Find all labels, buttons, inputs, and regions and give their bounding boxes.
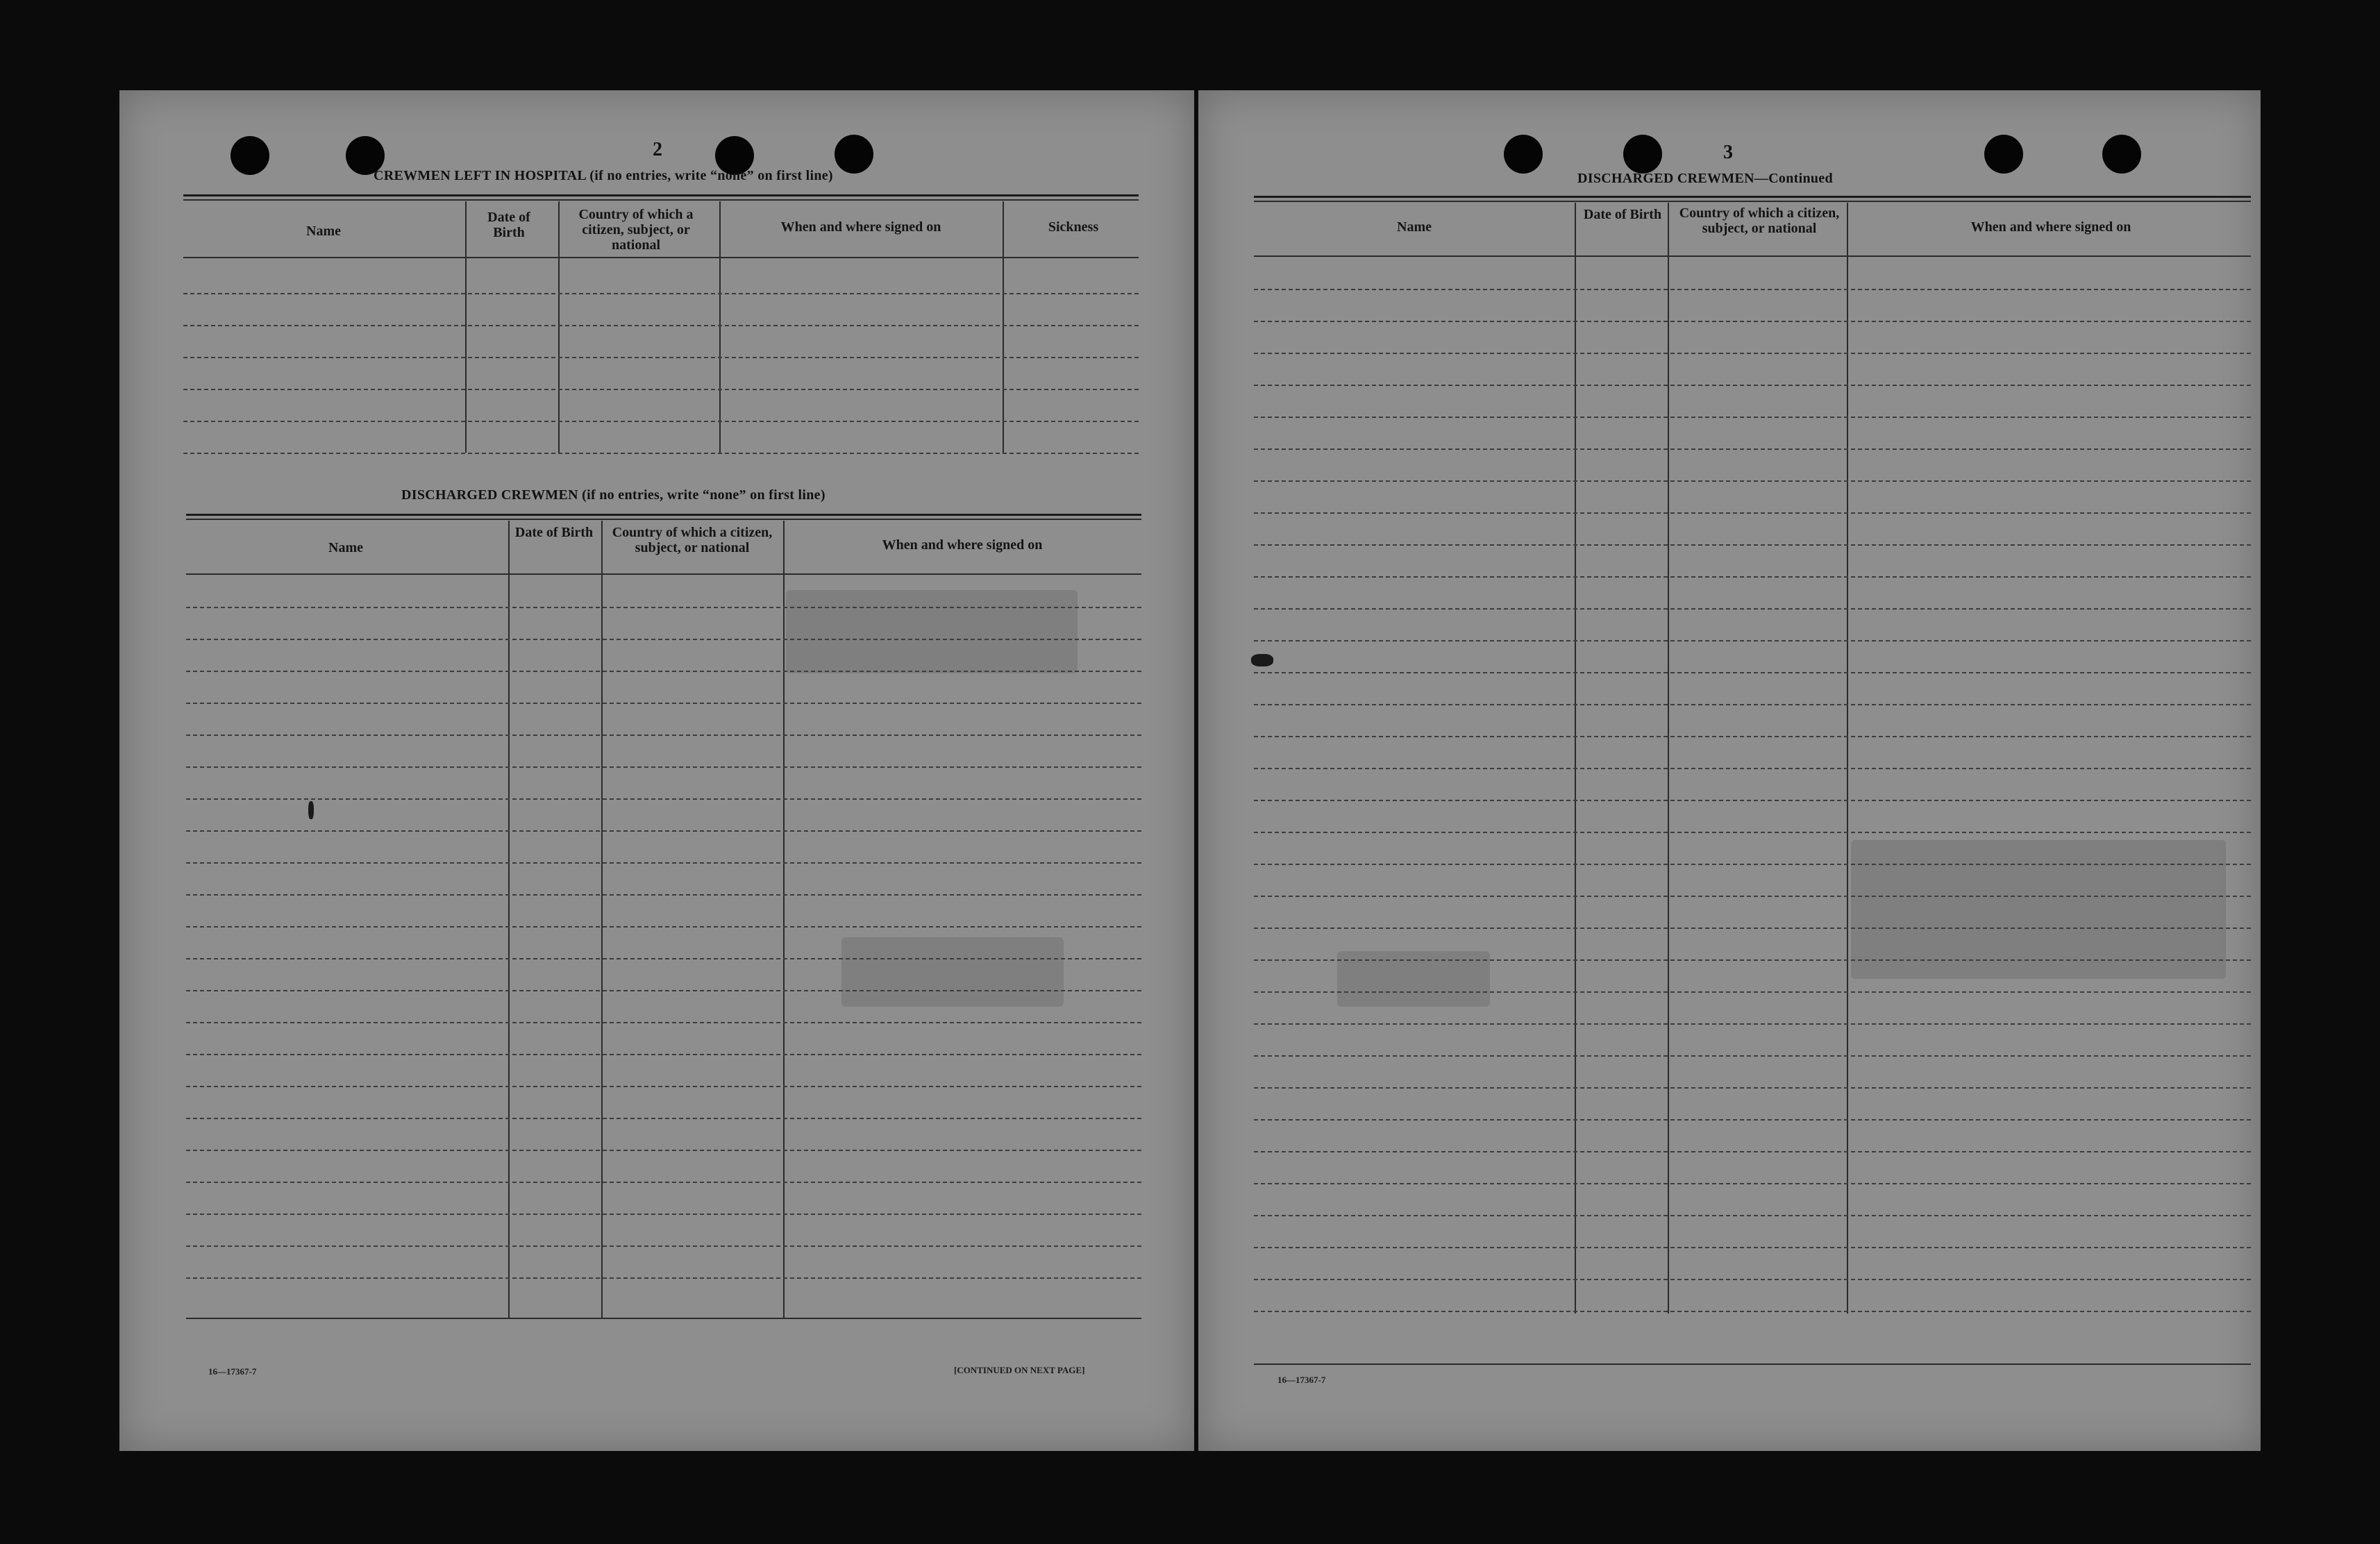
entry-line bbox=[1254, 1151, 2251, 1152]
entry-line bbox=[1254, 736, 2251, 737]
entry-line bbox=[186, 1054, 1141, 1055]
entry-line bbox=[186, 862, 1141, 864]
entry-line bbox=[186, 798, 1141, 800]
table-top-rule bbox=[1254, 201, 2251, 202]
col-header-country: Country of which a citizen, subject, or national bbox=[1679, 205, 1840, 236]
entry-line bbox=[1254, 480, 2251, 482]
punch-hole bbox=[231, 136, 269, 175]
col-header-signed-on: When and where signed on bbox=[780, 219, 941, 235]
col-header-country: Country of which a citizen, subject, or national bbox=[612, 525, 773, 555]
col-header-sickness: Sickness bbox=[1048, 219, 1099, 235]
entry-line bbox=[183, 453, 1139, 454]
entry-line bbox=[1254, 353, 2251, 354]
entry-line bbox=[1254, 1119, 2251, 1121]
entry-line bbox=[1254, 1087, 2251, 1089]
entry-line bbox=[1254, 512, 2251, 514]
entry-line bbox=[1254, 1023, 2251, 1025]
entry-line bbox=[1254, 768, 2251, 769]
entry-line bbox=[1254, 417, 2251, 418]
entry-line bbox=[1254, 608, 2251, 610]
entry-line bbox=[186, 1022, 1141, 1023]
entry-line bbox=[1254, 1311, 2251, 1312]
entry-line bbox=[186, 1086, 1141, 1087]
entry-line bbox=[186, 1245, 1141, 1247]
col-header-name: Name bbox=[328, 540, 363, 555]
table-top-rule bbox=[186, 519, 1141, 520]
entry-line bbox=[186, 735, 1141, 736]
col-header-name: Name bbox=[306, 224, 341, 239]
column-divider bbox=[783, 521, 785, 1319]
table-top-rule bbox=[183, 194, 1139, 196]
entry-line bbox=[186, 1214, 1141, 1215]
col-header-dob: Date of Birth bbox=[1583, 207, 1662, 222]
column-divider bbox=[508, 521, 510, 1319]
col-header-dob: Date of Birth bbox=[514, 525, 594, 540]
header-underline bbox=[1254, 255, 2251, 257]
faint-bleedthrough bbox=[1851, 840, 2226, 979]
entry-line bbox=[186, 703, 1141, 704]
entry-line bbox=[1254, 321, 2251, 322]
column-divider bbox=[601, 521, 603, 1319]
entry-line bbox=[183, 293, 1139, 294]
punch-hole bbox=[2102, 135, 2141, 174]
entry-line bbox=[186, 1277, 1141, 1279]
discharged-section-title: DISCHARGED CREWMEN (if no entries, write “none” on first line) bbox=[401, 487, 826, 503]
entry-line bbox=[183, 421, 1139, 422]
table-top-rule bbox=[183, 199, 1139, 201]
table-top-rule bbox=[186, 514, 1141, 516]
entry-line bbox=[186, 1150, 1141, 1151]
col-header-name: Name bbox=[1397, 219, 1432, 235]
faint-bleedthrough bbox=[841, 937, 1064, 1007]
entry-line bbox=[1254, 385, 2251, 386]
left-page bbox=[119, 90, 1194, 1451]
entry-line bbox=[186, 894, 1141, 896]
right-page bbox=[1198, 90, 2261, 1451]
hospital-section-title: CREWMEN LEFT IN HOSPITAL (if no entries, write “none” on first line) bbox=[374, 168, 833, 183]
column-divider bbox=[465, 201, 467, 453]
entry-line bbox=[1254, 1215, 2251, 1216]
entry-line bbox=[1254, 1055, 2251, 1057]
col-header-signed-on: When and where signed on bbox=[1970, 219, 2131, 235]
column-divider bbox=[1575, 203, 1576, 1314]
faint-bleedthrough bbox=[786, 590, 1078, 673]
entry-line bbox=[183, 389, 1139, 390]
entry-line bbox=[186, 1182, 1141, 1183]
entry-line bbox=[1254, 1183, 2251, 1184]
faint-bleedthrough bbox=[1337, 951, 1490, 1007]
header-underline bbox=[186, 573, 1141, 575]
entry-line bbox=[183, 325, 1139, 326]
entry-line bbox=[1254, 800, 2251, 801]
entry-line bbox=[1254, 1247, 2251, 1248]
col-header-signed-on: When and where signed on bbox=[882, 537, 1043, 553]
col-header-country: Country of which a citizen, subject, or national bbox=[578, 207, 694, 253]
table-bottom-rule bbox=[1254, 1363, 2251, 1365]
table-bottom-rule bbox=[186, 1318, 1141, 1319]
column-divider bbox=[719, 201, 721, 453]
form-number: 16—17367-7 bbox=[1277, 1375, 1326, 1385]
column-divider bbox=[1668, 203, 1669, 1314]
entry-line bbox=[1254, 672, 2251, 673]
entry-line bbox=[1254, 1279, 2251, 1280]
entry-line bbox=[1254, 640, 2251, 641]
punch-hole bbox=[1623, 135, 1662, 174]
table-top-rule bbox=[1254, 196, 2251, 198]
entry-line bbox=[1254, 704, 2251, 705]
punch-hole bbox=[1504, 135, 1543, 174]
discharged-continued-title: DISCHARGED CREWMEN—Continued bbox=[1577, 171, 1833, 186]
entry-line bbox=[1254, 576, 2251, 578]
page-number: 2 bbox=[653, 139, 662, 160]
entry-line bbox=[186, 830, 1141, 832]
entry-line bbox=[1254, 289, 2251, 290]
entry-line bbox=[186, 926, 1141, 928]
ink-smudge bbox=[1251, 654, 1273, 666]
column-divider bbox=[1003, 201, 1004, 453]
form-number: 16—17367-7 bbox=[208, 1366, 257, 1377]
entry-line bbox=[1254, 544, 2251, 546]
entry-line bbox=[183, 357, 1139, 358]
punch-hole bbox=[1984, 135, 2023, 174]
column-divider bbox=[558, 201, 560, 453]
header-underline bbox=[183, 257, 1139, 258]
entry-line bbox=[1254, 448, 2251, 450]
col-header-dob: Date of Birth bbox=[487, 210, 530, 240]
entry-line bbox=[186, 1118, 1141, 1119]
column-divider bbox=[1847, 203, 1848, 1314]
entry-line bbox=[186, 766, 1141, 768]
continued-note: [CONTINUED ON NEXT PAGE] bbox=[954, 1365, 1085, 1375]
ink-smudge bbox=[308, 801, 314, 819]
punch-hole bbox=[835, 135, 873, 174]
page-number: 3 bbox=[1723, 142, 1733, 163]
entry-line bbox=[1254, 832, 2251, 833]
